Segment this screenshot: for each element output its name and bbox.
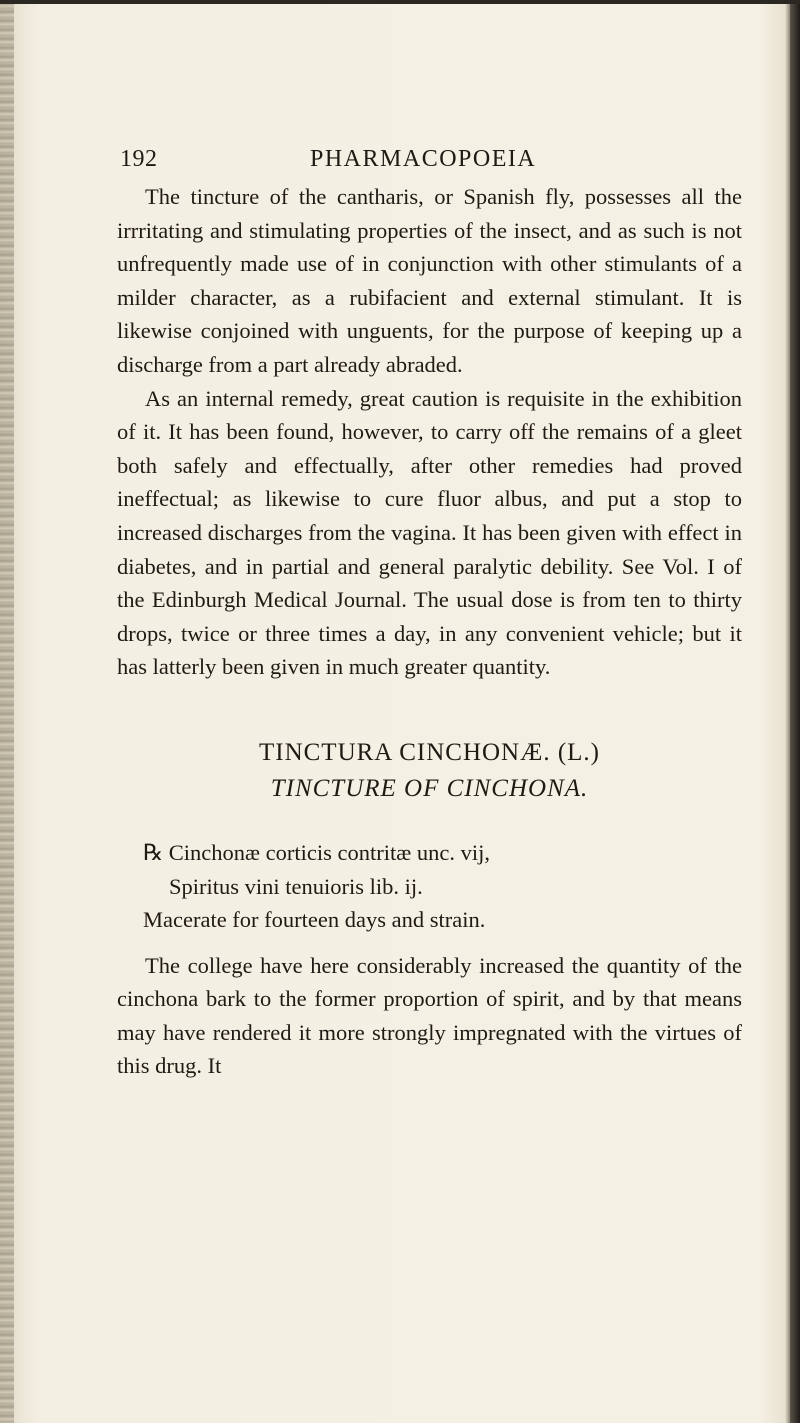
section-heading-english: TINCTURE OF CINCHONA. xyxy=(270,774,589,802)
recipe-line-directions: Macerate for fourteen days and strain. xyxy=(143,907,486,933)
recipe-line-cinchona: ℞ Cinchonæ corticis contritæ unc. vij, xyxy=(143,839,491,865)
section-heading-latin: TINCTURA CINCHONÆ. (L.) xyxy=(258,738,601,766)
running-head: PHARMACOPOEIA xyxy=(310,146,537,172)
paragraph-cinchona-commentary: The college have here considerably increased the quantity of the cinchona bark to the former proportion of spirit, and by that means may have rendered it more strongly impregnated with the virtues of this drug. It xyxy=(117,952,742,1079)
page-header xyxy=(120,146,740,182)
paragraph-cantharis-internal: As an internal remedy, great caution is requisite in the exhibition of it. It has been found, however, to carry off the remains of a gleet both safely and effectually, after other remedies had proved ineffectual; as likewise to cure fluor albus, and put a stop to increased discharges from the vagina. It has been given with effect in diabetes, and in partial and general paralytic debility. See Vol. I of the Edinburgh Medical Journal. The usual dose is from ten to thirty drops, twice or three times a day, in any convenient vehicle; but it has latterly been given in much greater quantity. xyxy=(117,385,742,680)
page-text xyxy=(117,180,742,1083)
page-number: 192 xyxy=(120,146,158,172)
top-edge xyxy=(0,0,800,4)
paragraph-cantharis-external: The tincture of the cantharis, or Spanish fly, possesses all the irrritating and stimulating properties of the insect, and as such is not unfrequently made use of in conjunction with other stimulants of a milder character, as a rubifacient and external stimulant. It is likewise conjoined with unguents, for the purpose of keeping up a discharge from a part already abraded. xyxy=(117,184,742,377)
binding-edge xyxy=(0,0,14,1423)
recipe-block xyxy=(117,836,742,937)
recipe-line-spirit: Spiritus vini tenuioris lib. ij. xyxy=(169,873,423,899)
page-edge-shadow xyxy=(790,0,800,1423)
